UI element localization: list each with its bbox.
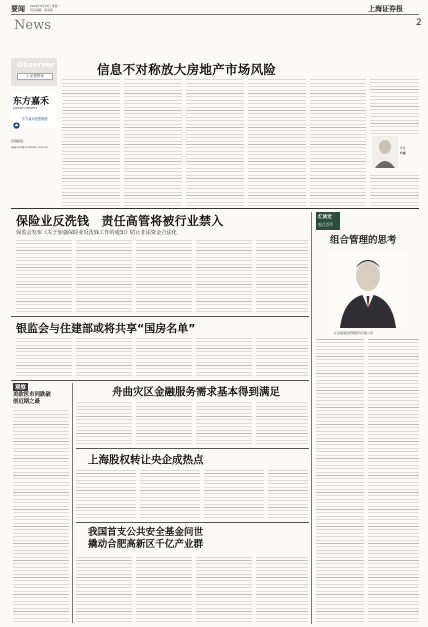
platform-headline: 我国首支公共安全基金问世 撬动合肥高新区千亿产业群	[88, 527, 204, 550]
ad-block	[11, 92, 57, 128]
banks-body-col5	[256, 338, 308, 376]
sidebar-tag-top: 汇谈宏	[318, 215, 332, 220]
sidebar-caption: 汇添富基金管理股份有限公司	[334, 331, 374, 335]
disaster-body-col3	[196, 400, 252, 444]
section-label: 要闻	[11, 5, 25, 13]
insurance-body-col5	[256, 240, 308, 312]
top-article-body-col3	[186, 78, 244, 206]
equity-body-col4	[268, 468, 308, 518]
left-column-title: 观察	[15, 385, 27, 391]
equity-body-col3	[204, 468, 264, 518]
banks-bottom-rule	[11, 380, 309, 381]
disaster-body-col4	[256, 400, 308, 444]
top-article-body-col5	[310, 78, 366, 206]
insurance-body-col3	[136, 240, 192, 312]
sidebar-body-col1	[316, 338, 364, 622]
disaster-body-col1	[76, 400, 132, 444]
banks-headline: 银监会与住建部或将共享“国房名单”	[16, 322, 196, 335]
observer-title-cn: 上证观察家	[17, 73, 53, 80]
disaster-bottom-rule	[76, 448, 309, 449]
email-address: sjjguan@cnstock.com.cn	[11, 145, 49, 149]
sidebar-portrait	[328, 250, 408, 328]
equity-body-col1	[76, 468, 136, 518]
top-article-body-col1	[62, 78, 120, 206]
masthead	[0, 0, 428, 58]
left-column-headline: 美欧医市同跌破 创近期之最	[13, 392, 51, 405]
equity-headline: 上海股权转让央企成热点	[88, 454, 204, 466]
disaster-headline: 舟曲灾区金融服务需求基本得到满足	[112, 386, 280, 398]
editor-line: 责任编辑：刘永刚	[30, 8, 53, 12]
observer-box	[11, 58, 57, 86]
page-label: News	[14, 18, 51, 33]
sidebar-tag	[316, 212, 340, 230]
sidebar-title: 组合管理的思考	[330, 235, 397, 246]
observer-title-en: Observer	[17, 61, 55, 69]
equity-bottom-rule	[76, 522, 309, 523]
top-article-body-col6	[370, 78, 419, 134]
top-article-body-col4	[248, 78, 306, 206]
left-column-divider	[72, 383, 73, 623]
insurance-body-col2	[76, 240, 132, 312]
top-article-body-col2	[124, 78, 182, 206]
insurance-body-col4	[196, 240, 252, 312]
insurance-headline: 保险业反洗钱 责任高管将被行业禁入	[16, 214, 224, 228]
author-label: 作者	[400, 146, 406, 150]
sidebar-body-col2	[368, 338, 419, 622]
top-article-bottom-rule	[11, 208, 419, 209]
author-name: 叶檀	[400, 151, 406, 155]
platform-body-col2	[136, 556, 192, 622]
disaster-body-col2	[136, 400, 192, 444]
top-article-headline: 信息不对称放大房地产市场风险	[97, 62, 277, 77]
insurance-subhead: 保监会发布《关于加强保险业反洗钱工作的通知》防止非法资金合法化	[16, 230, 177, 236]
issue-date: 2016年4月15日 星期一	[30, 4, 61, 8]
paper-name: 上海证券报	[368, 4, 403, 13]
top-article-body-col6b	[370, 172, 419, 206]
banks-body-col1	[16, 338, 72, 376]
ad-brand: 东方嘉禾	[13, 97, 50, 107]
equity-body-col2	[140, 468, 200, 518]
banks-body-col4	[196, 338, 252, 376]
masthead-rule	[11, 14, 419, 15]
platform-body-col3	[196, 556, 252, 622]
sidebar-tag-bottom: 观点荟萃	[318, 221, 334, 227]
ad-sub: 东方嘉禾投资集团	[22, 117, 48, 121]
ad-brand-en: ORIENT HARVEST	[13, 106, 38, 110]
email-label: 投稿邮箱：	[11, 139, 27, 143]
author-portrait	[372, 136, 398, 168]
insurance-body-col1	[16, 240, 72, 312]
banks-body-col2	[76, 338, 132, 376]
platform-body-col1	[76, 556, 132, 622]
left-column-body	[13, 410, 69, 622]
page-number: 2	[416, 18, 422, 28]
sidebar-divider	[311, 212, 312, 624]
ad-logo-icon	[13, 114, 20, 121]
platform-body-col4	[256, 556, 308, 622]
banks-body-col3	[136, 338, 192, 376]
insurance-bottom-rule	[11, 316, 309, 317]
